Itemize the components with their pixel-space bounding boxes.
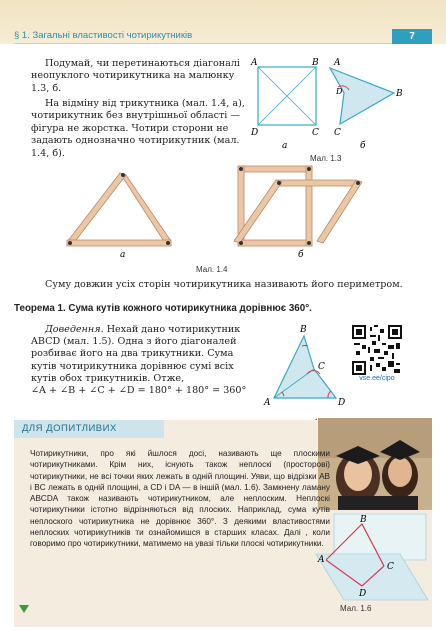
joint [277,181,281,185]
label-b: B [300,325,307,335]
question-paragraph [31,58,249,95]
curious-box-title: ДЛЯ ДОПИТЛИВИХ [22,423,117,434]
label-c: C [312,128,319,138]
joint [239,167,243,171]
triangle-sticks [67,173,171,246]
figure-1-4 [40,160,420,260]
sub-label-b: б [298,250,304,260]
question-text: Подумай, чи перетинаються діагоналі неопуклого чотирикутника на малюнку 1.3, б. [31,58,240,94]
label-a: A [334,58,341,68]
triangle-marker-icon [19,605,29,613]
proof-text: Нехай дано чотирикутник ABCD (мал. 1.5). Одна з його діагоналей розбиває його на два трикутники. Сума кутів чотирикутника дорівнює сумі всіх кутів обох трикутників. Отже, [31,324,241,384]
rigidity-paragraph [31,98,249,160]
label-a: A [264,398,271,408]
page-number: 7 [392,29,432,44]
perimeter-definition [31,279,431,291]
perimeter-text: Суму довжин усіх сторін чотирикутника називають його периметром. [45,279,403,290]
joint [307,241,311,245]
joint [356,181,360,185]
header-divider [14,43,432,44]
figure-1-3 [248,56,438,156]
figure-1-6-caption: Мал. 1.6 [340,604,372,613]
joint [121,173,125,177]
label-a: A [318,555,325,565]
sub-label-a: а [120,250,126,260]
label-d: D [338,398,346,408]
label-b: B [396,89,403,99]
plane-upper [334,514,426,560]
label-d: D [359,589,367,599]
proof-paragraph [31,324,256,397]
qr-code[interactable] [352,325,402,375]
label-c: C [387,562,394,572]
joint [239,241,243,245]
label-c: C [318,362,325,372]
parallelogram-sticks [234,180,362,243]
rectangle-sticks [238,166,312,246]
sub-label-a: а [282,141,288,151]
proof-label: Доведення. [45,324,104,335]
label-c: C [334,128,341,138]
curious-box-text: Чотирикутники, про які йшлося досі, називають ще плоскими чотирикутниками. Крім них, існують також неплоскі (просторові) чотирикутники, не всі точки яких лежать в одній площині. Уяви, що відрізки AB і BC лежать в одній площині, а CD і DA — в іншій (мал. 1.6). Замкнену ламану ABCDA також називають чотирикутником, але неплоским. Неплоскі чотирикутники істотно відрізняються від плоских. Наприклад, сума кутів неплоского чотирикутника не дорівнює 360°. З деякими властивостями неплоских чотирикутників ти ознайомишся в старших класах. Далі , коли говоримо про чотирикутники, матимемо на увазі тільки плоскі чотирикутники. [30,449,330,549]
label-b: B [312,58,319,68]
rigidity-text: На відміну від трикутника (мал. 1.4, а), чотирикутник без внутрішньої області — фігура не жорстка. Чотири сторони не задають однозначно чотирикутник (мал. 1.4, б). [31,98,245,159]
sub-label-b: б [360,141,366,151]
label-d: D [336,87,343,96]
section-title: § 1. Загальні властивості чотирикутників [14,30,193,41]
label-a: A [251,58,258,68]
concave-quad [330,68,394,124]
figure-1-4-caption: Мал. 1.4 [196,265,228,274]
angle-sum-formula: ∠A + ∠B + ∠C + ∠D = 180° + 180° = 360° [31,385,247,397]
figure-1-5 [262,322,344,414]
joint [307,167,311,171]
figure-1-3-caption: Мал. 1.3 [310,154,342,163]
figure-1-6 [314,510,432,604]
theorem-statement: Теорема 1. Сума кутів кожного чотирикутника дорівнює 360°. [14,303,312,314]
joint [166,241,170,245]
label-d: D [251,128,259,138]
label-b: B [360,515,367,525]
graduates-photo [318,418,432,510]
joint [68,241,72,245]
page-header [0,0,446,44]
qr-link-label[interactable]: vse.ee/cipo [359,375,395,382]
curious-box-header [14,420,164,438]
